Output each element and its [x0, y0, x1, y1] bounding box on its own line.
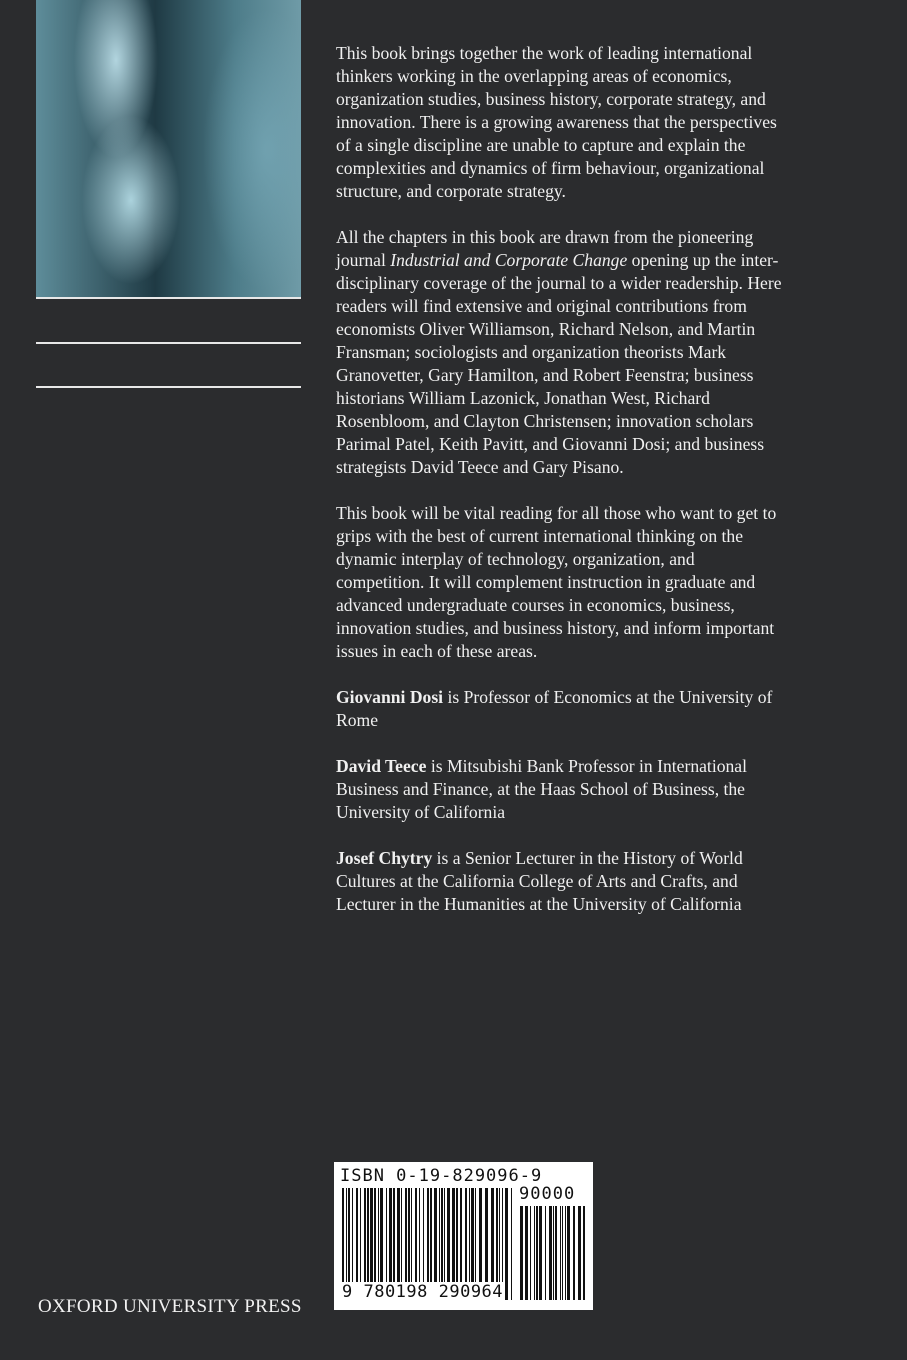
editor-name: Josef Chytry	[336, 848, 433, 868]
back-cover-text	[336, 42, 786, 939]
barcode-bar	[567, 1206, 570, 1300]
barcode-bar	[545, 1206, 546, 1300]
divider-rule	[36, 342, 301, 344]
barcode-bar	[525, 1206, 528, 1300]
addon-barcode-bars	[520, 1206, 586, 1300]
isbn-label: ISBN 0-19-829096-9	[340, 1166, 543, 1186]
barcode-bar	[549, 1206, 552, 1300]
isbn-barcode	[334, 1162, 593, 1310]
divider-rule	[36, 386, 301, 388]
barcode-bar	[555, 1206, 557, 1300]
barcode-bar	[534, 1206, 535, 1300]
divider-rule	[36, 297, 301, 299]
ean-number: 9 780198 290964	[342, 1282, 504, 1302]
barcode-bar	[536, 1206, 538, 1300]
blurb-paragraph-3: This book will be vital reading for all those who want to get to grips with the best of current international thinking on the dynamic interplay of technology, organization, and competition. It will complement instruction in graduate and advanced undergraduate courses in economics, business, innovation studies, and business history, and inform important issues in each of these areas.	[336, 503, 777, 661]
barcode-bar	[520, 1206, 523, 1300]
barcode-bar	[565, 1206, 566, 1300]
cover-photo	[36, 0, 301, 297]
editor-bio: Josef Chytry is a Senior Lecturer in the History of World Cultures at the California College of Arts and Crafts, and Lecturer in the Humanities at the University of California	[336, 848, 743, 914]
barcode-bar	[583, 1206, 585, 1300]
barcode-bar	[530, 1206, 531, 1300]
price-code: 90000	[519, 1184, 576, 1204]
journal-title: Industrial and Corporate Change	[390, 250, 628, 270]
editor-name: Giovanni Dosi	[336, 687, 444, 707]
barcode-bar	[573, 1206, 575, 1300]
editor-bio: David Teece is Mitsubishi Bank Professor in International Business and Finance, at the Haas School of Business, the University of California	[336, 756, 747, 822]
barcode-bar	[511, 1188, 512, 1300]
barcode-bar	[539, 1206, 542, 1300]
editor-name: David Teece	[336, 756, 427, 776]
barcode-bar	[505, 1188, 508, 1300]
barcode-bar	[560, 1206, 561, 1300]
editor-bio: Giovanni Dosi is Professor of Economics at the University of Rome	[336, 687, 773, 730]
barcode-bar	[578, 1206, 581, 1300]
barcode-bar	[562, 1206, 563, 1300]
blurb-paragraph-2: All the chapters in this book are drawn from the pioneering journal Industrial and Corporate Change opening up the inter-disciplinary coverage of the journal to a wider readership. Here readers will find extensive and original contributions from economists Oliver Williamson, Richard Nelson, and Martin Fransman; sociologists and organization theorists Mark Granovetter, Gary Hamilton, and Robert Feenstra; business historians William Lazonick, Jonathan West, Richard Rosenbloom, and Clayton Christensen; innovation scholars Parimal Patel, Keith Pavitt, and Giovanni Dosi; and business strategists David Teece and Gary Pisano.	[336, 227, 782, 477]
barcode-bar	[553, 1206, 554, 1300]
publisher-imprint: OXFORD UNIVERSITY PRESS	[38, 1296, 302, 1317]
blurb-paragraph-1: This book brings together the work of leading international thinkers working in the overlapping areas of economics, organization studies, business history, corporate strategy, and innovation. There is a growing awareness that the perspectives of a single discipline are unable to capture and explain the complexities and dynamics of firm behaviour, organizational structure, and corporate strategy.	[336, 43, 777, 201]
